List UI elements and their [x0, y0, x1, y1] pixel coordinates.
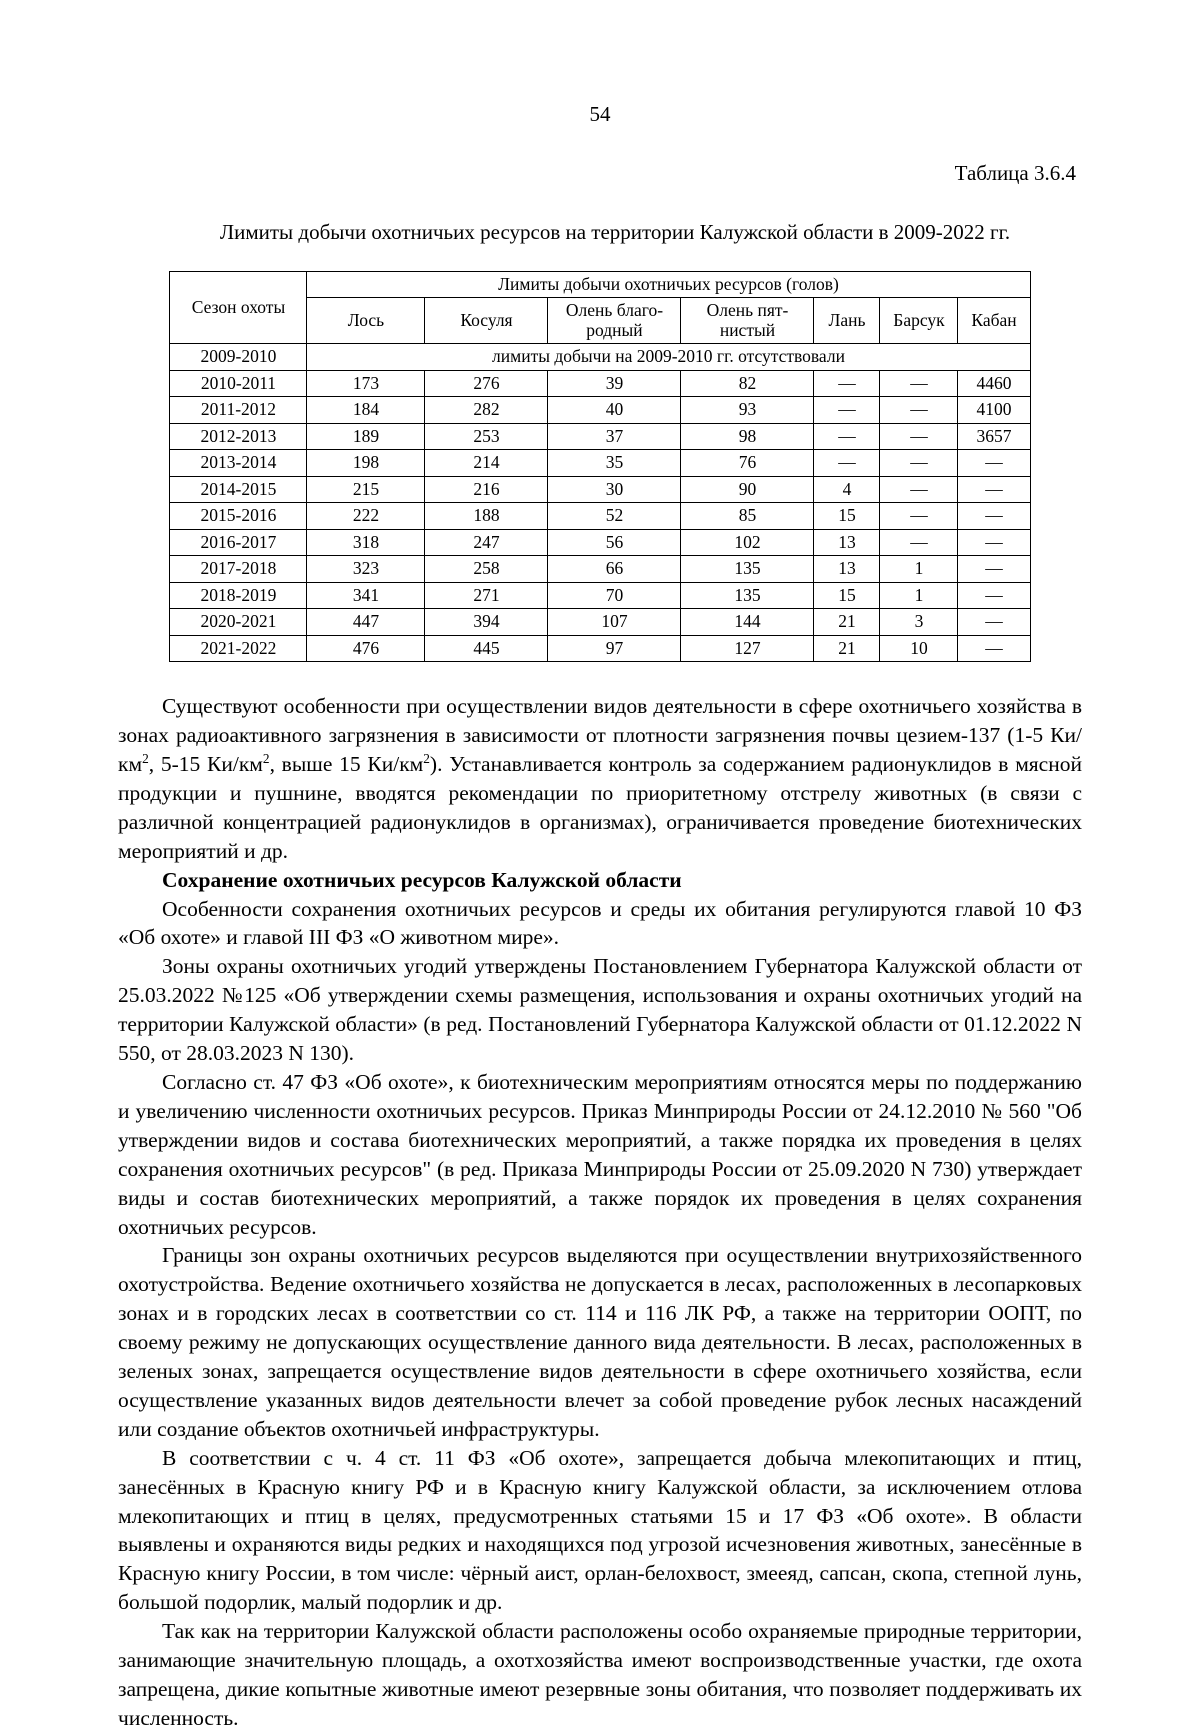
- column-header-lan: [814, 298, 880, 344]
- cell-value: 341: [307, 582, 425, 609]
- cell-season: 2014-2015: [170, 476, 307, 503]
- cell-value: 271: [425, 582, 548, 609]
- cell-value: 90: [681, 476, 814, 503]
- cell-value: 445: [425, 635, 548, 662]
- cell-season: 2021-2022: [170, 635, 307, 662]
- cell-value: 247: [425, 529, 548, 556]
- column-header-olen-pyatnisty-line1: Олень пят-: [706, 300, 789, 321]
- cell-value: 13: [814, 556, 880, 583]
- paragraph-zone-boundaries: Границы зон охраны охотничьих ресурсов выделяются при осуществлении внутрихозяйственного охотустройства. Ведение охотничьего хозяйства не допускается в лесах, расположенных в лесопарковых зонах и в городских лесах в соответствии со ст. 114 и 116 ЛК РФ, а также на территории ООПТ, по своему режиму не допускающих осуществление данного вида деятельности. В лесах, расположенных в зеленых зонах, запрещается осуществление видов деятельности в сфере охотничьего хозяйства, если осуществление указанных видов деятельности влечет за собой проведение рубок лесных насаждений или создание объектов охотничьей инфраструктуры.: [118, 1243, 1082, 1441]
- column-header-barsuk-line1: Барсук: [893, 309, 945, 330]
- table-row: [170, 450, 1030, 477]
- table-body: [170, 344, 1030, 662]
- cell-value: 135: [681, 556, 814, 583]
- superscript-2-c: 2: [423, 750, 430, 766]
- column-header-olen-blagorodny: [548, 298, 681, 344]
- column-header-kaban: [958, 298, 1030, 344]
- cell-value: 198: [307, 450, 425, 477]
- paragraph-red-book: В соответствии с ч. 4 ст. 11 ФЗ «Об охоте», запрещается добыча млекопитающих и птиц, занесённых в Красную книгу РФ и в Красную книгу Калужской области, за исключением отлова млекопитающих и птиц в целях, предусмотренных статьями 15 и 17 ФЗ «Об охоте». В области выявлены и охраняются виды редких и находящихся под угрозой исчезновения животных, занесённые в Красную книгу России, в том числе: чёрный аист, орлан-белохвост, змееяд, сапсан, скопа, степной лунь, большой подорлик, малый подорлик и др.: [118, 1445, 1082, 1615]
- column-header-kosulya-line1: Косуля: [460, 309, 513, 330]
- cell-value: 447: [307, 609, 425, 636]
- cell-value: —: [880, 370, 958, 397]
- cell-value: 102: [681, 529, 814, 556]
- column-header-group: Лимиты добычи охотничьих ресурсов (голов): [307, 272, 1030, 298]
- cell-value: 214: [425, 450, 548, 477]
- cell-value: 13: [814, 529, 880, 556]
- cell-season: 2013-2014: [170, 450, 307, 477]
- cell-value: 40: [548, 397, 681, 424]
- cell-value: 282: [425, 397, 548, 424]
- cell-value: 107: [548, 609, 681, 636]
- cell-value: —: [958, 503, 1030, 530]
- cell-value: 97: [548, 635, 681, 662]
- cell-value: 21: [814, 609, 880, 636]
- cell-value: 37: [548, 423, 681, 450]
- cell-value: —: [814, 450, 880, 477]
- body-text-block: [118, 692, 1082, 1733]
- cell-value: 66: [548, 556, 681, 583]
- cell-value: 4: [814, 476, 880, 503]
- cell-value: 1: [880, 556, 958, 583]
- cell-value: —: [958, 450, 1030, 477]
- table-row: [170, 397, 1030, 424]
- table-row: [170, 556, 1030, 583]
- cell-value: —: [880, 397, 958, 424]
- column-header-olen-pyatnisty-line2: нистый: [719, 319, 776, 340]
- table-row: [170, 582, 1030, 609]
- cell-season: 2012-2013: [170, 423, 307, 450]
- column-header-barsuk: [880, 298, 958, 344]
- cell-season: 2010-2011: [170, 370, 307, 397]
- cell-value: —: [814, 370, 880, 397]
- cell-value: 188: [425, 503, 548, 530]
- cell-value: 476: [307, 635, 425, 662]
- cell-value: —: [880, 529, 958, 556]
- cell-value: 76: [681, 450, 814, 477]
- cell-value: 82: [681, 370, 814, 397]
- paragraph-protected-areas: Так как на территории Калужской области расположены особо охраняемые природные территории, занимающие значительную площадь, а охотхозяйства имеют воспроизводственные участки, где охота запрещена, дикие копытные животные имеют резервные зоны обитания, что позволяет поддерживать их численность.: [118, 1619, 1082, 1730]
- cell-value: 4460: [958, 370, 1030, 397]
- cell-value: 70: [548, 582, 681, 609]
- column-header-los-line1: Лось: [347, 309, 385, 330]
- cell-season: 2020-2021: [170, 609, 307, 636]
- cell-value: 394: [425, 609, 548, 636]
- cell-value: 184: [307, 397, 425, 424]
- cell-value: 85: [681, 503, 814, 530]
- table-row: [170, 370, 1030, 397]
- cell-season: 2009-2010: [170, 344, 307, 371]
- cell-value: —: [880, 423, 958, 450]
- cell-value: 15: [814, 503, 880, 530]
- cell-value: —: [880, 503, 958, 530]
- cell-value: 98: [681, 423, 814, 450]
- cell-value: 35: [548, 450, 681, 477]
- cell-season: 2015-2016: [170, 503, 307, 530]
- table-header-row-top: [170, 272, 1030, 298]
- paragraph-conservation-regulation: Особенности сохранения охотничьих ресурсов и среды их обитания регулируются главой 10 ФЗ «Об охоте» и главой III ФЗ «О животном мире».: [118, 896, 1082, 950]
- cell-value: 39: [548, 370, 681, 397]
- cell-value: —: [958, 476, 1030, 503]
- cell-value: —: [880, 450, 958, 477]
- cell-value: —: [814, 397, 880, 424]
- table-row: [170, 609, 1030, 636]
- column-header-los: [307, 298, 425, 344]
- cell-season: 2016-2017: [170, 529, 307, 556]
- cell-value: 56: [548, 529, 681, 556]
- column-header-kosulya: [425, 298, 548, 344]
- cell-value: 216: [425, 476, 548, 503]
- cell-value: 323: [307, 556, 425, 583]
- table-title: Лимиты добычи охотничьих ресурсов на территории Калужской области в 2009-2022 гг.: [219, 220, 1011, 244]
- cell-value: 135: [681, 582, 814, 609]
- cell-value: 276: [425, 370, 548, 397]
- table-row-note: [170, 344, 1030, 371]
- cell-value: —: [958, 582, 1030, 609]
- superscript-2-b: 2: [262, 750, 270, 766]
- cell-value: 52: [548, 503, 681, 530]
- cell-value: 1: [880, 582, 958, 609]
- cell-value: 173: [307, 370, 425, 397]
- table-row: [170, 635, 1030, 662]
- table-row: [170, 529, 1030, 556]
- table-row: [170, 423, 1030, 450]
- column-header-olen-blagorodny-line2: родный: [586, 319, 643, 340]
- table-label: Таблица 3.6.4: [954, 161, 1076, 185]
- cell-value: 253: [425, 423, 548, 450]
- cell-season: 2017-2018: [170, 556, 307, 583]
- cell-value: 4100: [958, 397, 1030, 424]
- cell-value: 3657: [958, 423, 1030, 450]
- column-header-olen-pyatnisty: [681, 298, 814, 344]
- column-header-season: Сезон охоты: [170, 272, 307, 344]
- cell-note-text: лимиты добычи на 2009-2010 гг. отсутствовали: [307, 344, 1030, 371]
- cell-value: 189: [307, 423, 425, 450]
- table-row: [170, 476, 1030, 503]
- cell-value: 215: [307, 476, 425, 503]
- paragraph-protection-zones: Зоны охраны охотничьих угодий утверждены Постановлением Губернатора Калужской области от 25.03.2022 №125 «Об утверждении схемы размещения, использования и охраны охотничьих угодий на территории Калужской области» (в ред. Постановлений Губернатора Калужской области от 01.12.2022 N 550, от 28.03.2023 N 130).: [118, 954, 1082, 1066]
- cell-value: 258: [425, 556, 548, 583]
- cell-value: 93: [681, 397, 814, 424]
- cell-value: 15: [814, 582, 880, 609]
- column-header-kaban-line1: Кабан: [971, 309, 1017, 330]
- cell-value: 222: [307, 503, 425, 530]
- cell-value: 127: [681, 635, 814, 662]
- section-heading-conservation: Сохранение охотничьих ресурсов Калужской области: [162, 867, 682, 892]
- cell-value: 3: [880, 609, 958, 636]
- cell-season: 2018-2019: [170, 582, 307, 609]
- cell-value: 30: [548, 476, 681, 503]
- hunting-limits-table: [169, 271, 1030, 662]
- page-number: 54: [589, 102, 611, 126]
- paragraph-radioactive: [118, 692, 1082, 865]
- superscript-2-a: 2: [142, 750, 149, 766]
- cell-value: —: [958, 529, 1030, 556]
- cell-value: —: [958, 556, 1030, 583]
- paragraph-radioactive-part2: , 5-15 Ки/км: [148, 752, 263, 776]
- column-header-olen-blagorodny-line1: Олень благо-: [565, 300, 664, 321]
- table-row: [170, 503, 1030, 530]
- paragraph-biotechnical-measures: Согласно ст. 47 ФЗ «Об охоте», к биотехническим мероприятиям относятся меры по поддержанию и увеличению численности охотничьих ресурсов. Приказ Минприроды России от 24.12.2010 № 560 "Об утверждении видов и состава биотехнических мероприятий, а также порядка их проведения в целях сохранения охотничьих ресурсов" (в ред. Приказа Минприроды России от 25.09.2020 N 730) утверждает виды и состав биотехнических мероприятий, а также порядок их проведения в целях сохранения охотничьих ресурсов.: [118, 1069, 1082, 1239]
- cell-value: 144: [681, 609, 814, 636]
- cell-value: 21: [814, 635, 880, 662]
- cell-value: 10: [880, 635, 958, 662]
- cell-value: —: [958, 609, 1030, 636]
- column-header-lan-line1: Лань: [828, 309, 866, 330]
- paragraph-radioactive-part4: ). Устанавливается контроль за содержанием радионуклидов в мясной продукции и пушнине, вводятся рекомендации по приоритетному отстрелу животных (в связи с различной концентрацией радионуклидов в организмах), ограничивается проведение биотехнических мероприятий и др.: [118, 752, 1082, 863]
- cell-value: —: [958, 635, 1030, 662]
- cell-value: —: [814, 423, 880, 450]
- cell-value: 318: [307, 529, 425, 556]
- paragraph-radioactive-part3: , выше 15 Ки/км: [269, 752, 424, 776]
- cell-season: 2011-2012: [170, 397, 307, 424]
- paragraph-radioactive-part1: Существуют особенности при осуществлении видов деятельности в сфере охотничьего хозяйства в зонах радиоактивного загрязнения в зависимости от плотности загрязнения почвы цезием-137 (1-5 Ки/км: [118, 694, 1082, 776]
- cell-value: —: [880, 476, 958, 503]
